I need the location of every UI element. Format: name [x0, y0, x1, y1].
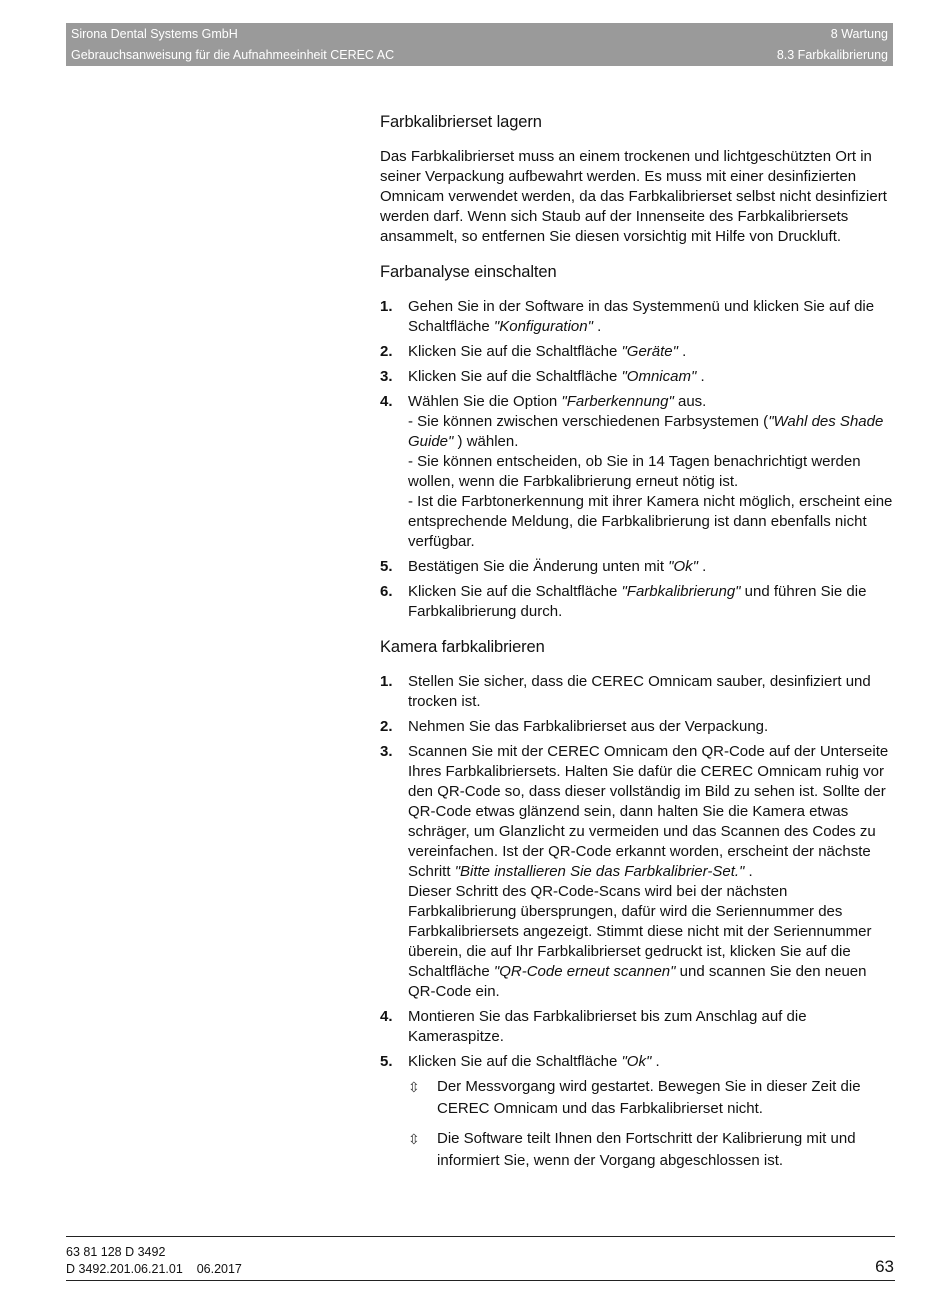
- calibrate-step-3: [380, 742, 895, 1002]
- analysis-step-6: [380, 582, 895, 622]
- page-header: [66, 23, 893, 66]
- step-number: 6.: [380, 583, 393, 600]
- ui-reference: "Konfiguration": [493, 318, 593, 335]
- manual-title: Gebrauchsanweisung für die Aufnahmeeinheit CEREC AC: [71, 48, 395, 62]
- analysis-step-3: [380, 367, 895, 387]
- step-text-end: .: [744, 863, 753, 880]
- step-text-end: .: [696, 368, 705, 385]
- step-text-end: .: [651, 1053, 660, 1070]
- step-text-end: und führen Sie die Farbkalibrierung durch.: [408, 583, 867, 620]
- calibrate-steps: [380, 672, 895, 1072]
- step-text: Montieren Sie das Farbkalibrierset bis zum Anschlag auf die Kameraspitze.: [408, 1008, 807, 1045]
- main-content: [380, 111, 895, 1172]
- calibrate-step-4: [380, 1007, 895, 1047]
- step-text: Gehen Sie in der Software in das Systemmenü und klicken Sie auf die Schaltfläche: [408, 298, 875, 335]
- step-text-end: .: [698, 558, 707, 575]
- chapter-label: 8 Wartung: [830, 27, 888, 41]
- analysis-step-1: [380, 297, 895, 337]
- step-text: Klicken Sie auf die Schaltfläche: [408, 343, 622, 360]
- result-text: Der Messvorgang wird gestartet. Bewegen Sie in dieser Zeit die CEREC Omnicam und das Farbkalibrierset nicht.: [437, 1078, 861, 1117]
- step-text: Klicken Sie auf die Schaltfläche: [408, 583, 622, 600]
- step-text: Klicken Sie auf die Schaltfläche: [408, 368, 622, 385]
- step-number: 5.: [380, 558, 393, 575]
- doc-date: 06.2017: [196, 1262, 242, 1276]
- step-text: Scannen Sie mit der CEREC Omnicam den QR-Code auf der Unterseite Ihres Farbkalibriersets. Halten Sie dafür die CEREC Omnicam ruhig vor den QR-Code so, dass dieser vollständig im Bild zu sehen ist. Sollte der QR-Code etwas glänzend sein, dann halten Sie die Kamera etwas schräger, um Glanzlicht zu vermeiden und das Scannen des Codes zu vereinfachen. Ist der QR-Code erkannt worden, erscheint der nächste Schritt: [408, 743, 889, 880]
- ui-reference: "QR-Code erneut scannen": [493, 963, 676, 980]
- doc-number: 63 81 128 D 3492: [66, 1245, 166, 1259]
- step-text: Stellen Sie sicher, dass die CEREC Omnicam sauber, desinfiziert und trocken ist.: [408, 673, 871, 710]
- doc-version-line: [66, 1261, 242, 1278]
- step-number: 2.: [380, 343, 393, 360]
- footer-divider-top: [66, 1236, 895, 1237]
- calibrate-heading: Kamera farbkalibrieren: [380, 638, 545, 656]
- storage-heading: Farbkalibrierset lagern: [380, 113, 542, 131]
- footer-divider-bottom: [66, 1280, 895, 1281]
- step3-followup: [408, 882, 895, 1002]
- step4-note-reminder: - Sie können entscheiden, ob Sie in 14 Tagen benachrichtigt werden wollen, wenn die Farbkalibrierung erneut nötig ist.: [408, 453, 861, 490]
- step-number: 5.: [380, 1053, 393, 1070]
- step-text: Klicken Sie auf die Schaltfläche: [408, 1053, 622, 1070]
- calibrate-step-2: [380, 717, 895, 737]
- ui-reference: "Omnicam": [621, 368, 697, 385]
- step-number: 2.: [380, 718, 393, 735]
- step-number: 3.: [380, 368, 393, 385]
- note-text: - Sie können zwischen verschiedenen Farbsystemen (: [408, 413, 769, 430]
- ui-reference: "Geräte": [621, 343, 678, 360]
- ui-reference: "Farberkennung": [561, 393, 674, 410]
- step-text-end: aus.: [673, 393, 707, 410]
- calibrate-step-5: [380, 1052, 895, 1072]
- ui-reference: "Wahl des Shade Guide": [408, 413, 884, 450]
- step-number: 4.: [380, 1008, 393, 1025]
- analysis-step-2: [380, 342, 895, 362]
- footer-doc-info: [66, 1244, 242, 1278]
- ui-reference: "Bitte installieren Sie das Farbkalibrier-Set.": [454, 863, 745, 880]
- analysis-heading: Farbanalyse einschalten: [380, 263, 557, 281]
- analysis-step-4: [380, 392, 895, 552]
- step-text: Wählen Sie die Option: [408, 393, 562, 410]
- step-number: 1.: [380, 673, 393, 690]
- doc-version: D 3492.201.06.21.01: [66, 1262, 183, 1276]
- storage-paragraph: Das Farbkalibrierset muss an einem trockenen und lichtgeschützten Ort in seiner Verpackung aufbewahrt werden. Es muss mit einer desinfizierten Omnicam verwendet werden, da das Farbkalibrierset selbst nicht desinfiziert werden darf. Wenn sich Staub auf der Innenseite des Farbkalibriersets ansammelt, so entfernen Sie diesen vorsichtig mit Hilfe von Druckluft.: [380, 148, 887, 245]
- step-number: 1.: [380, 298, 393, 315]
- company-name: Sirona Dental Systems GmbH: [71, 27, 238, 41]
- section-label: 8.3 Farbkalibrierung: [776, 48, 888, 62]
- step4-note-unavailable: - Ist die Farbtonerkennung mit ihrer Kamera nicht möglich, erscheint eine entsprechende Meldung, die Farbkalibrierung ist dann ebenfalls nicht verfügbar.: [408, 493, 893, 550]
- result-arrow-icon: ⇳: [408, 1079, 420, 1095]
- followup-text: Dieser Schritt des QR-Code-Scans wird bei der nächsten Farbkalibrierung übersprungen, dafür wird die Seriennummer des Farbkalibriersets angezeigt. Stimmt diese nicht mit der Seriennummer überein, die auf Ihr Farbkalibrierset gedruckt ist, klicken Sie auf die Schaltfläche: [408, 883, 872, 980]
- analysis-step-5: [380, 557, 895, 577]
- ui-reference: "Ok": [668, 558, 698, 575]
- step-text: Bestätigen Sie die Änderung unten mit: [408, 558, 669, 575]
- page-number: 63: [875, 1257, 894, 1276]
- result-text: Die Software teilt Ihnen den Fortschritt der Kalibrierung mit und informiert Sie, wenn der Vorgang abgeschlossen ist.: [437, 1130, 856, 1169]
- ui-reference: "Farbkalibrierung": [621, 583, 741, 600]
- step-number: 3.: [380, 743, 393, 760]
- step-text-end: .: [677, 343, 687, 360]
- followup-text-end: und scannen Sie den neuen QR-Code ein.: [408, 963, 867, 1000]
- result-arrow-icon: ⇳: [408, 1131, 420, 1147]
- ui-reference: "Ok": [621, 1053, 652, 1070]
- analysis-steps: [380, 297, 895, 622]
- result-item: [380, 1076, 895, 1120]
- step4-note-shade-guide: [408, 412, 895, 452]
- note-text-end: ) wählen.: [453, 433, 519, 450]
- result-item: [380, 1128, 895, 1172]
- step-text-end: .: [592, 318, 602, 335]
- calibrate-step-1: [380, 672, 895, 712]
- step-number: 4.: [380, 393, 393, 410]
- step-text: Nehmen Sie das Farbkalibrierset aus der Verpackung.: [408, 718, 769, 735]
